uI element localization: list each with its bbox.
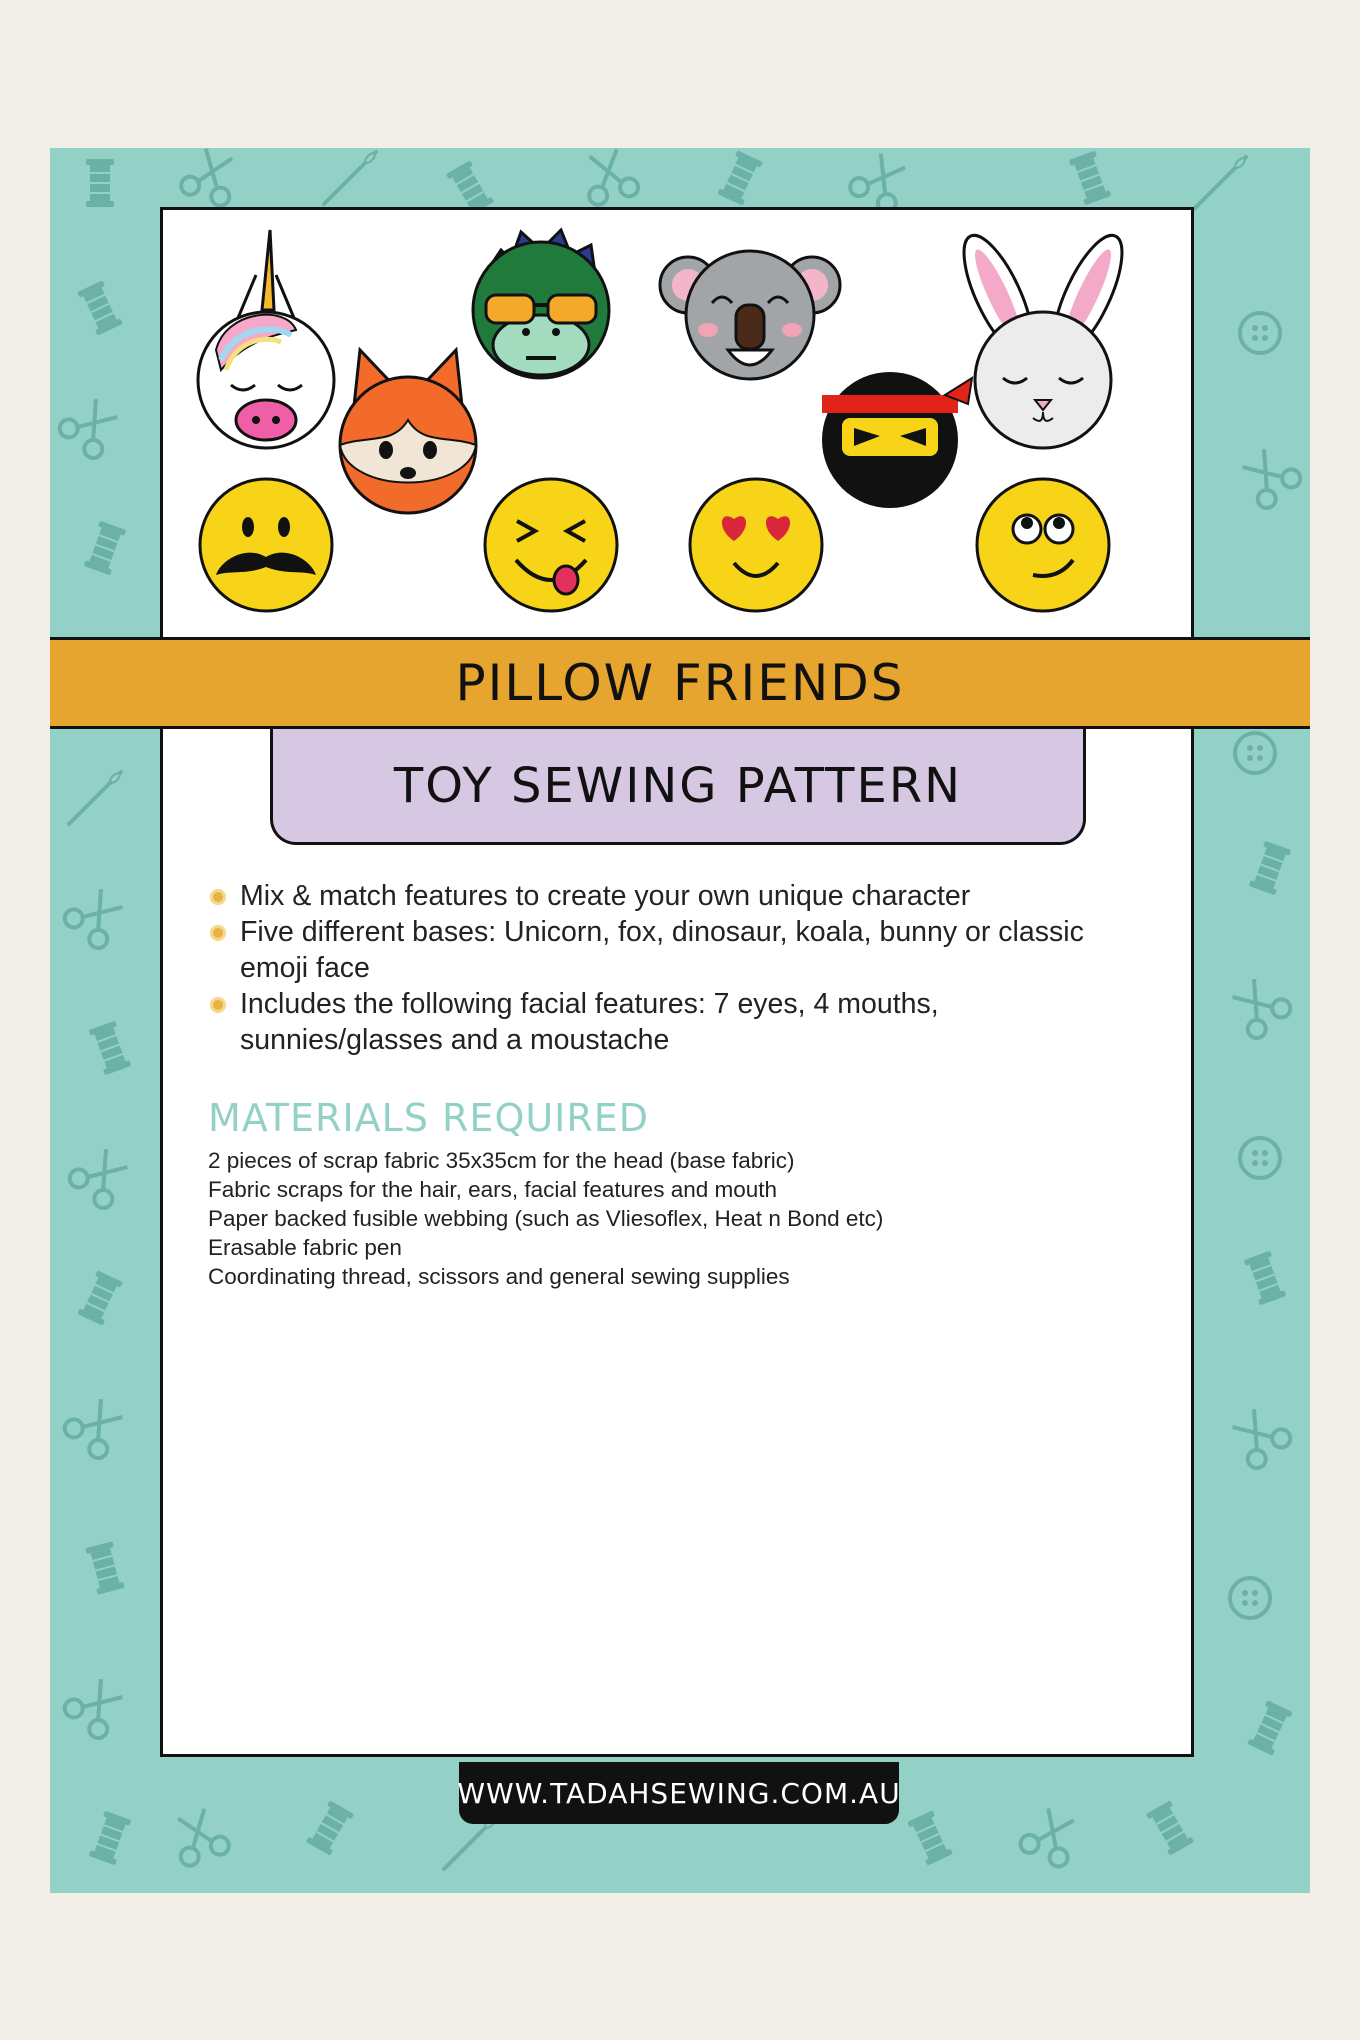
materials-heading: MATERIALS REQUIRED	[208, 1096, 650, 1140]
list-item: Includes the following facial features: 7 eyes, 4 mouths, sunnies/glasses and a moustache	[208, 986, 1108, 1058]
list-item: 2 pieces of scrap fabric 35x35cm for the head (base fabric)	[208, 1148, 795, 1173]
page-title: PILLOW FRIENDS	[455, 654, 905, 712]
bullet-icon	[210, 889, 226, 905]
materials-list	[208, 1146, 883, 1291]
bullet-icon	[210, 925, 226, 941]
tongue-emoji-icon	[485, 479, 617, 611]
unicorn-face-icon	[198, 230, 334, 448]
website-url-badge	[459, 1762, 899, 1824]
dinosaur-face-icon	[473, 230, 609, 378]
character-illustrations	[163, 210, 1191, 635]
ninja-face-icon	[822, 372, 972, 508]
list-item: Erasable fabric pen	[208, 1235, 402, 1260]
website-url: WWW.TADAHSEWING.COM.AU	[457, 1776, 901, 1810]
moustache-emoji-icon	[200, 479, 332, 611]
title-banner	[50, 637, 1310, 729]
heart-eyes-emoji-icon	[690, 479, 822, 611]
rolling-eyes-emoji-icon	[977, 479, 1109, 611]
fox-face-icon	[340, 350, 476, 513]
bullet-icon	[210, 997, 226, 1013]
bunny-face-icon	[951, 227, 1136, 448]
list-item: Fabric scraps for the hair, ears, facial features and mouth	[208, 1177, 778, 1202]
koala-face-icon	[660, 251, 840, 379]
page-subtitle: TOY SEWING PATTERN	[393, 757, 963, 814]
list-item: Mix & match features to create your own unique character	[208, 878, 1108, 914]
list-item: Coordinating thread, scissors and general sewing supplies	[208, 1264, 790, 1289]
list-item: Paper backed fusible webbing (such as Vliesoflex, Heat n Bond etc)	[208, 1206, 884, 1231]
feature-list	[208, 878, 1108, 1058]
list-item: Five different bases: Unicorn, fox, dinosaur, koala, bunny or classic emoji face	[208, 914, 1108, 986]
subtitle-tab	[270, 729, 1086, 845]
